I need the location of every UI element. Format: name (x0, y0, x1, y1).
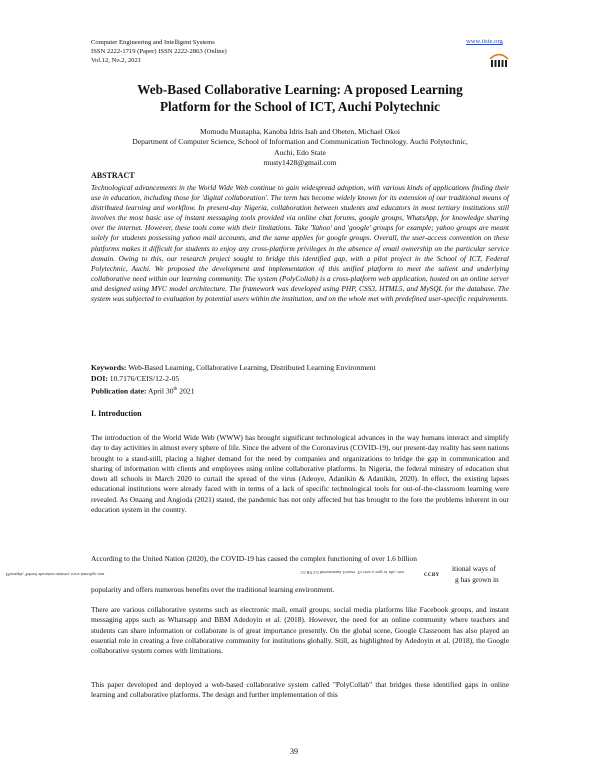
intro-paragraph-2-fragment-1: itional ways of (452, 564, 496, 573)
intro-paragraph-2-fragment-2: g has grown in (455, 575, 499, 584)
journal-header (91, 38, 511, 66)
journal-name: Computer Engineering and Intelligent Systems (91, 39, 215, 46)
author-affiliation-2: Auchi, Edo State (274, 147, 326, 157)
paper-title (60, 81, 540, 115)
intro-paragraph-3: There are various collaborative systems such as electronic mail, email groups, social media platforms like Facebook groups, and instant messaging apps such as Whatsapp and BBM Adedoyin et al. (2018). However, the need for an online community where teachers and students can share information or collaborate is of great importance presently. On the global scene, Google Classroom has also played an essential role in creating a free collaborative community for institutions globally. Still, as highlighted by Adedoyin et al. (2018), the Google collaborative system comes with limitations. (91, 605, 509, 656)
author-names: Momodu Mustapha, Kanoba Idris Isah and Obeten, Michael Okoi (200, 127, 400, 136)
pubdate-year: 2021 (179, 386, 195, 396)
doi-value: 10.7176/CEIS/12-2-05 (109, 373, 180, 383)
intro-paragraph-2-end: popularity and offers numerous benefits over the traditional learning environment. (91, 585, 335, 594)
paper-title-line2: Platform for the School of ICT, Auchi Polytechnic (159, 99, 441, 114)
keywords-label: Keywords: (91, 363, 127, 372)
keywords-value: Web-Based Learning, Collaborative Learning, Distributed Learning Environment (128, 363, 376, 372)
doi-label: DOI: (91, 373, 108, 383)
intro-paragraph-4: This paper developed and deployed a web-based collaborative system called "PolyCollab" that bridges these identified gaps in online learning and collaborative platforms. The design and further implementation of this (91, 680, 509, 700)
iiste-logo-icon (488, 49, 510, 69)
overlay-text-right: tisiv ,siht fo ypoc a weiv oT .esneciL lanoitanretnI 0.4 YB CC (300, 570, 404, 575)
journal-url-link[interactable]: www.iiste.org (466, 38, 503, 45)
abstract-text: Technological advancements in the World Wide Web continue to gain widespread adoption, with various kinds of applications finding their use in education, including those for 'digital collaboration'. The term has become widely known for its extension of our traditional means of distributed learning and workflow. In present-day Nigeria, collaboration between students and educators in most tertiary institutions still involves the most basic use of instant messaging tools provided via online chat forums, google groups, WhatsApp, for knowledge sharing over the internet. However, these tools come with their limitations. Take 'Yahoo' and 'google' groups for example; yahoo groups are meant solely for students possessing yahoo mail accounts, and the same applies for google groups. Overall, the user-access convention on these platforms makes it difficult for students to enjoy any cross-platform privileges in the absence of email ownership on the particular service domain. Owing to this, our research project sought to bridge this identified gap, with a pilot project in the School of ICT, Federal Polytechnic, Auchi. We proposed the development and implementation of this unified platform to meet the salient and underlying collaborative need within our learning community. The system (PolyCollab) is a cross-platform web application, hosted on an online server and designed using MVC model architecture. The framework was developed using PHP, CSS3, HTML5, and MySQL for the database. The system was subjected to evaluation by potential users within the institution, and on the whole met with predefined user-specific requirements. (91, 183, 509, 304)
pubdate-suffix: th (173, 386, 178, 392)
journal-volume: Vol.12, No.2, 2021 (91, 57, 142, 65)
pubdate-line (91, 385, 509, 397)
paper-title-line1: Web-Based Collaborative Learning: A proposed Learning (137, 82, 463, 97)
doi-line (91, 374, 509, 385)
keywords-line (91, 363, 509, 374)
pubdate-label: Publication date: (91, 386, 147, 396)
author-affiliation-1: Department of Computer Science, School of Information and Communication Technology. Auchi Polytechnic, (132, 137, 468, 147)
metadata-block (91, 363, 509, 397)
journal-issn: ISSN 2222-1719 (Paper) ISSN 2222-2863 (Online) (91, 48, 227, 56)
intro-paragraph-1: The introduction of the World Wide Web (WWW) has brought significant technological advances in the way humans interact and simplify day to day activities in almost every sphere of life. Since the advent of the Coronavirus (COVID-19), our present-day reality has seen nations brought to a stand-still, placing a higher demand for the need by companies and organizations to bridge the gap in communication and sharing of information with clients and employees using online collaborative platforms. In Nigeria, the federal ministry of education shut down all schools in March 2020 to curtail the spread of the virus (Adeoye, Adanikin & Adanikin, 2020). In effect, the existing lapses educational institutions were already faced with in terms of a lack of specific technological tools for out-of-the-classroom learning were revealed. As Onaang and Angioda (2021) stated, the pandemic has not only affected but has brought to the fore the problems inherent in our education system in the country. (91, 433, 509, 515)
introduction-heading: I. Introduction (91, 409, 142, 418)
pubdate-day: April 30 (147, 386, 174, 396)
author-email: musty1428@gmail.com (263, 157, 337, 167)
intro-paragraph-2-start: According to the United Nation (2020), the COVID-19 has caused the complex functioning of over 1.6 billion (91, 554, 417, 563)
page-number: 39 (290, 747, 298, 756)
abstract-heading: ABSTRACT (91, 171, 135, 180)
overlay-text-left: moc.spilcemit.www yrtsinim noitacude leredeF ,ahpatsuM (6, 572, 105, 577)
author-block (60, 127, 540, 168)
cc-license-badge-icon: CCBY (424, 573, 440, 578)
